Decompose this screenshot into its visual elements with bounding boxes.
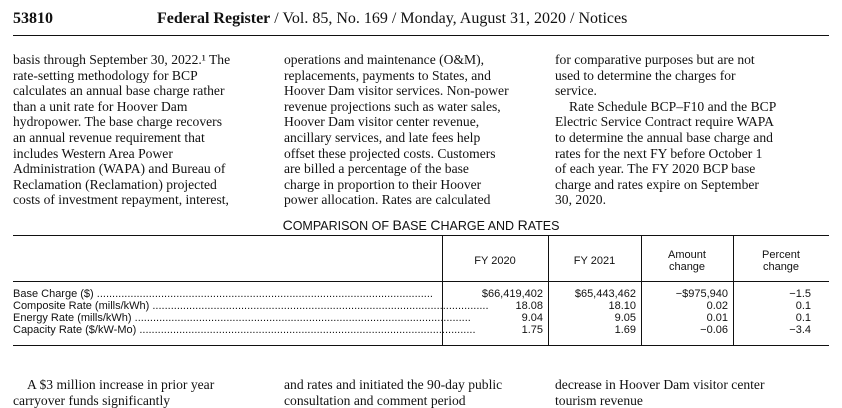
text-line: tourism revenue: [555, 392, 643, 408]
page-number: 53810: [13, 10, 53, 27]
text-line: rate-setting methodology for BCP: [13, 67, 198, 83]
text-line: replacements, payments to States, and: [284, 67, 491, 83]
text-line: than a unit rate for Hoover Dam: [13, 98, 188, 114]
cell-amount-change: −0.06: [700, 324, 728, 336]
cell-amount-change: 0.01: [706, 312, 728, 324]
column-2: [284, 52, 509, 208]
text-line: carryover funds significantly: [13, 392, 171, 408]
text-line: 30, 2020.: [555, 192, 606, 208]
cell-fy2021: 18.10: [608, 300, 636, 312]
text-line: of each year. The FY 2020 BCP base: [555, 161, 756, 177]
running-head: [157, 10, 627, 28]
lower-column-3: [555, 377, 764, 408]
text-line: offset these projected costs. Customers: [284, 145, 496, 161]
text-line: Hoover Dam visitor services. Non-power: [284, 83, 509, 99]
column-3: [555, 52, 776, 208]
cell-percent-change: 0.1: [795, 312, 811, 324]
cell-amount-change: −$975,940: [675, 288, 728, 300]
text-line: Hoover Dam visitor center revenue,: [284, 114, 480, 130]
text-line: an annual revenue requirement that: [13, 129, 205, 145]
cell-fy2021: $65,443,462: [574, 288, 636, 300]
issue-info: / Vol. 85, No. 169 / Monday, August 31, 2020 / Notices: [270, 10, 628, 27]
register-name: Federal Register: [157, 10, 271, 27]
text-line: for comparative purposes but are not: [555, 52, 755, 67]
text-line: consultation and comment period: [284, 392, 466, 408]
text-line: Rate Schedule BCP–F10 and the BCP: [569, 98, 777, 114]
header-fy2020: FY 2020: [474, 255, 516, 267]
cell-percent-change: 0.1: [795, 300, 811, 312]
table-title: COMPARISON OF BASE CHARGE AND RATES: [282, 217, 560, 233]
text-line: and rates and initiated the 90-day public: [284, 377, 503, 392]
row-label: Composite Rate (mills/kWh): [13, 300, 150, 312]
text-line: Reclamation (Reclamation) projected: [13, 176, 217, 192]
cell-percent-change: −3.4: [789, 324, 811, 336]
lower-column-2: [284, 377, 502, 408]
text-line: to determine the annual base charge and: [555, 129, 773, 145]
row-label: Capacity Rate ($/kW-Mo): [13, 324, 137, 336]
text-line: ancillary services, and late fees help: [284, 129, 481, 145]
header-fy2021: FY 2021: [573, 255, 616, 267]
cell-fy2020: 18.08: [515, 300, 543, 312]
cell-fy2021: 9.05: [614, 312, 636, 324]
text-line: includes Western Area Power: [13, 145, 173, 161]
text-line: Administration (WAPA) and Bureau of: [13, 161, 226, 177]
lower-column-1: [13, 377, 214, 408]
text-line: revenue projections such as water sales,: [284, 98, 501, 114]
text-line: charge and rates expire on September: [555, 176, 759, 192]
text-line: operations and maintenance (O&M),: [284, 52, 485, 67]
text-line: decrease in Hoover Dam visitor center: [555, 377, 765, 392]
header-amount-change: Amount change: [668, 249, 706, 273]
cell-fy2020: $66,419,402: [481, 288, 543, 300]
cell-fy2020: 9.04: [521, 312, 543, 324]
text-line: service.: [555, 83, 597, 99]
page-header: [13, 10, 829, 34]
column-1: [13, 52, 230, 208]
table-top-rule: [13, 235, 829, 236]
text-line: charge in proportion to their Hoover: [284, 176, 482, 192]
table-header-rule: [13, 281, 829, 282]
text-line: A $3 million increase in prior year: [27, 377, 215, 392]
header-rule: [13, 35, 829, 36]
text-line: used to determine the charges for: [555, 67, 736, 83]
table-bottom-rule: [13, 345, 829, 346]
text-line: Electric Service Contract require WAPA: [555, 114, 774, 130]
header-percent-change: Percent change: [762, 249, 800, 273]
text-line: are billed a percentage of the base: [284, 161, 469, 177]
cell-fy2021: 1.69: [614, 324, 636, 336]
cell-fy2020: 1.75: [521, 324, 543, 336]
text-line: rates for the next FY before October 1: [555, 145, 763, 161]
text-line: hydropower. The base charge recovers: [13, 114, 222, 130]
cell-percent-change: −1.5: [789, 288, 811, 300]
text-line: costs of investment repayment, interest,: [13, 192, 229, 208]
row-label: Energy Rate (mills/kWh): [13, 312, 132, 324]
cell-amount-change: 0.02: [706, 300, 728, 312]
text-line: basis through September 30, 2022.¹ The: [13, 52, 231, 67]
row-label: Base Charge ($): [13, 288, 94, 300]
text-line: calculates an annual base charge rather: [13, 83, 225, 99]
text-line: power allocation. Rates are calculated: [284, 192, 491, 208]
